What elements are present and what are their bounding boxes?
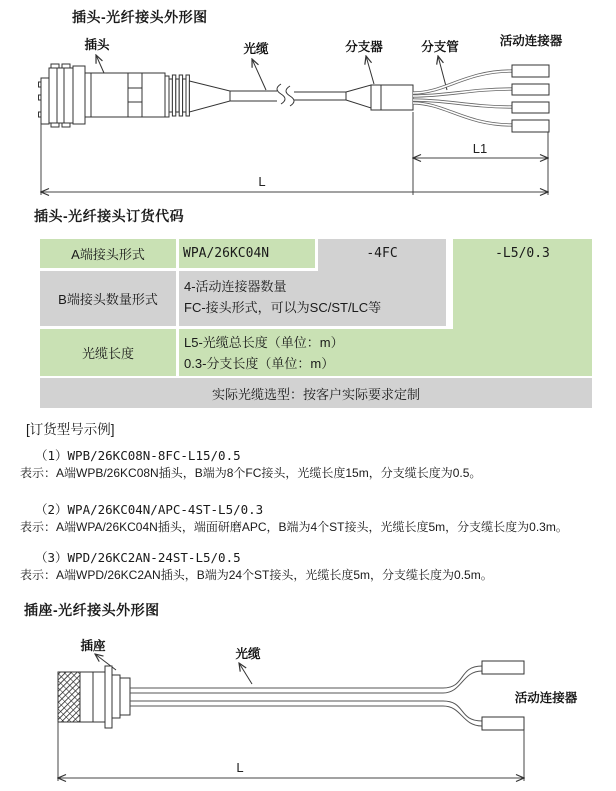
pigtail-connectors-drawing: [512, 65, 549, 132]
table-cell-fc-code: -4FC: [318, 239, 446, 326]
socket-outline-diagram: [0, 630, 616, 791]
example-2-desc: 表示：A端WPA/26KC04N插头，端面研磨APC，B端为4个ST接头，光缆长度5m，分支缆长度为0.3m。: [20, 520, 568, 534]
connector-label-socket: 活动连接器: [514, 691, 578, 705]
splitter-drawing: [346, 85, 413, 110]
example-3-desc: 表示：A端WPD/26KC2AN插头，B端为24个ST接头，光缆长度5m，分支缆长度为0.5m。: [20, 568, 493, 582]
socket-connector-drawing: [58, 666, 130, 728]
example-1-desc: 表示：A端WPB/26KC08N插头，B端为8个FC接头，光缆长度15m，分支缆长度为0.5。: [20, 466, 482, 480]
plug-connector-drawing: [39, 64, 231, 127]
table-cell-b-end-desc: [179, 271, 446, 326]
branch-tubes-drawing: [413, 71, 512, 125]
example-1-code: （1）WPB/26KC08N-8FC-L15/0.5: [35, 448, 241, 463]
branch-tube-label: 分支管: [421, 40, 459, 54]
splitter-label: 分支器: [345, 40, 383, 54]
table-cell-b-end-label: B端接头数量形式: [40, 271, 176, 326]
cable-label: 光缆: [243, 42, 269, 56]
connector-label: 活动连接器: [499, 34, 563, 48]
examples-title: [订货型号示例]: [26, 422, 115, 437]
cable-label-socket: 光缆: [235, 647, 261, 661]
table-footer-note: 实际光缆选型：按客户实际要求定制: [40, 378, 592, 408]
dim-l1-label: L1: [472, 141, 488, 156]
table-cell-cable-length-label: 光缆长度: [40, 329, 176, 376]
socket-cable-drawing: [130, 666, 482, 726]
table-cell-a-end-value: WPA/26KC04N: [179, 239, 315, 268]
table-cell-length-code: -L5/0.3: [453, 239, 592, 376]
table-cell-cable-length-desc: [179, 329, 453, 376]
dimension-lines-socket: [58, 722, 524, 781]
dim-l-label: L: [258, 174, 266, 189]
plug-label: 插头: [84, 38, 110, 52]
socket-outline-title: 插座-光纤接头外形图: [24, 602, 160, 618]
cable-drawing: [230, 84, 346, 106]
table-cell-a-end-label: A端接头形式: [40, 239, 176, 268]
b-end-line1: 4-活动连接器数量: [184, 279, 287, 294]
cable-length-line1: L5-光缆总长度（单位：m）: [184, 335, 344, 350]
example-3-code: （3）WPD/26KC2AN-24ST-L5/0.5: [35, 550, 241, 565]
socket-label: 插座: [80, 639, 106, 653]
plug-outline-title: 插头-光纤接头外形图: [72, 9, 208, 25]
dim-l-label-socket: L: [236, 760, 244, 775]
b-end-line2: FC-接头形式，可以为SC/ST/LC等: [184, 300, 382, 315]
example-2-code: （2）WPA/26KC04N/APC-4ST-L5/0.3: [35, 502, 264, 517]
order-code-title: 插头-光纤接头订货代码: [34, 208, 185, 224]
cable-length-line2: 0.3-分支长度（单位：m）: [184, 356, 335, 371]
plug-outline-diagram: [0, 28, 616, 203]
